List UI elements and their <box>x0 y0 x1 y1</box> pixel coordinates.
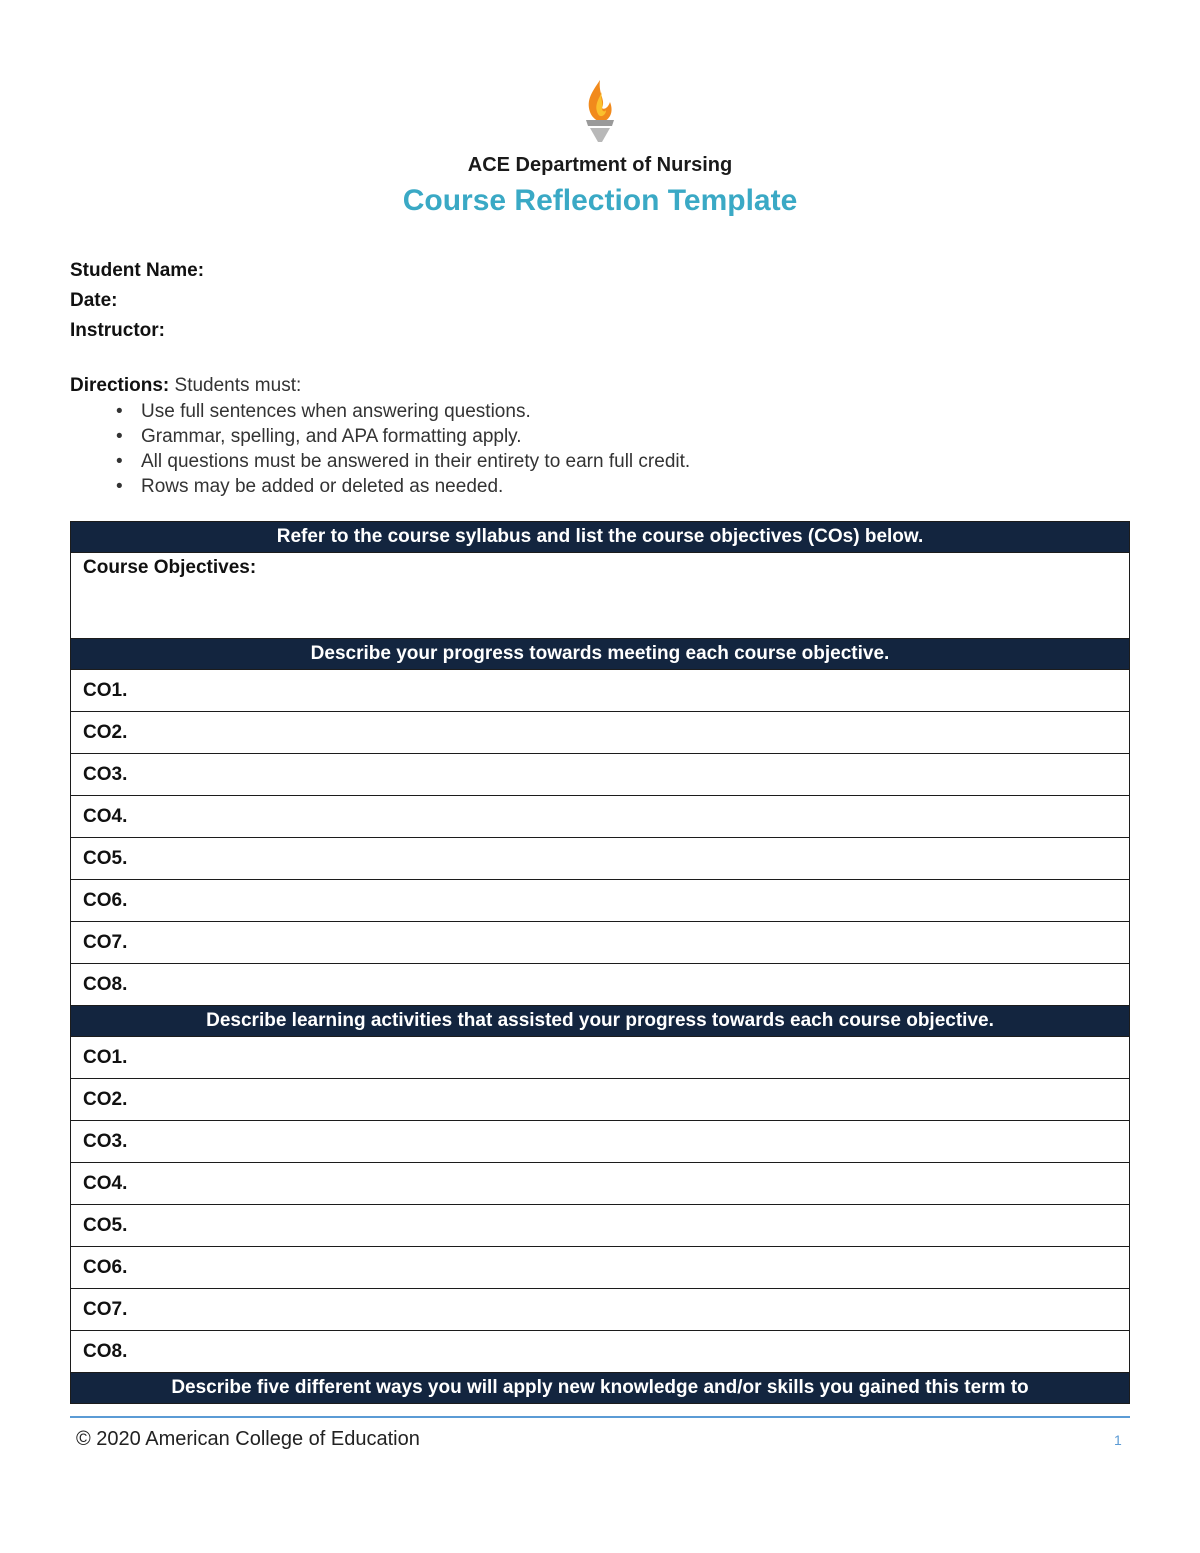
table-row[interactable]: CO5. <box>71 1205 1130 1247</box>
footer-divider <box>70 1416 1130 1418</box>
table-row[interactable]: CO6. <box>71 880 1130 922</box>
page-number: 1 <box>1114 1432 1122 1448</box>
bullet-icon: • <box>116 451 123 472</box>
section-header-apply: Describe five different ways you will apply new knowledge and/or skills you gained this term to <box>71 1373 1130 1404</box>
directions-list <box>70 399 690 499</box>
copyright-text: © 2020 American College of Education <box>76 1428 420 1450</box>
table-row[interactable]: CO6. <box>71 1247 1130 1289</box>
directions-section <box>70 373 690 499</box>
table-row[interactable]: CO5. <box>71 838 1130 880</box>
table-row[interactable]: CO1. <box>71 1037 1130 1079</box>
directions-label: Directions: <box>70 375 170 396</box>
section-header-objectives: Refer to the course syllabus and list the course objectives (COs) below. <box>71 522 1130 553</box>
table-row[interactable]: CO7. <box>71 1289 1130 1331</box>
table-row[interactable]: CO2. <box>71 712 1130 754</box>
table-row[interactable]: CO4. <box>71 1163 1130 1205</box>
reflection-table <box>70 521 1130 1404</box>
section-header-progress: Describe your progress towards meeting each course objective. <box>71 639 1130 670</box>
course-objectives-cell[interactable]: Course Objectives: <box>71 553 1130 639</box>
table-row[interactable]: CO2. <box>71 1079 1130 1121</box>
table-row[interactable]: CO8. <box>71 964 1130 1006</box>
table-row[interactable]: CO8. <box>71 1331 1130 1373</box>
bullet-icon: • <box>116 426 123 447</box>
table-row[interactable]: CO4. <box>71 796 1130 838</box>
table-row[interactable]: CO7. <box>71 922 1130 964</box>
student-info-fields <box>70 256 204 346</box>
list-item: • Use full sentences when answering questions. <box>116 401 531 422</box>
directions-intro: Students must: <box>174 375 302 396</box>
list-item: • Grammar, spelling, and APA formatting apply. <box>116 426 522 447</box>
bullet-icon: • <box>116 401 123 422</box>
bullet-icon: • <box>116 476 123 497</box>
table-row[interactable]: CO1. <box>71 670 1130 712</box>
student-name-label: Student Name: <box>70 260 205 281</box>
department-name: ACE Department of Nursing <box>467 154 733 176</box>
list-item: • Rows may be added or deleted as needed. <box>116 476 504 497</box>
instructor-label: Instructor: <box>70 320 165 341</box>
date-label: Date: <box>70 290 118 311</box>
section-header-activities: Describe learning activities that assisted your progress towards each course objective. <box>71 1006 1130 1037</box>
table-row[interactable]: CO3. <box>71 1121 1130 1163</box>
page-title: Course Reflection Template <box>402 184 798 217</box>
list-item: • All questions must be answered in their entirety to earn full credit. <box>116 451 691 472</box>
torch-flame-icon <box>578 78 622 144</box>
table-row[interactable]: CO3. <box>71 754 1130 796</box>
